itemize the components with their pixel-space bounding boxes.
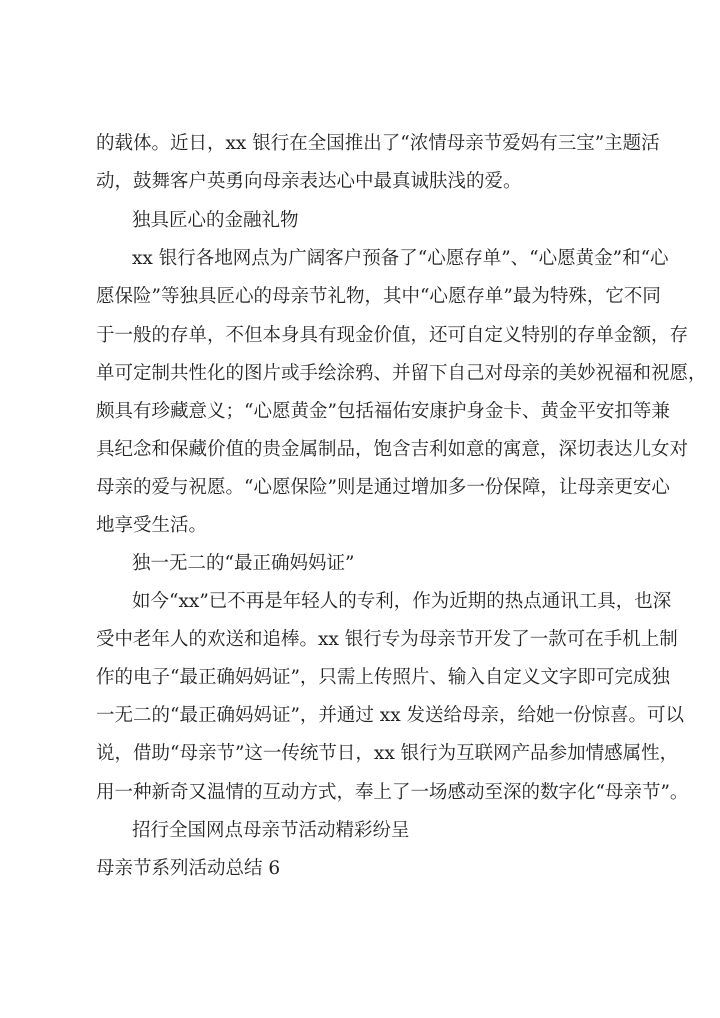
paragraph-line: 如今“xx”已不再是年轻人的专利，作为近期的热点通讯工具，也深 [132, 591, 672, 612]
paragraph-line: 动，鼓舞客户英勇向母亲表达心中最真诚肤浅的爱。 [96, 171, 522, 192]
section-heading: 独具匠心的金融礼物 [132, 210, 299, 231]
paragraph-line: xx 银行各地网点为广阔客户预备了“心愿存单”、“心愿黄金”和“心 [132, 248, 669, 269]
section-title: 母亲节系列活动总结 6 [96, 858, 281, 879]
paragraph-line: 的载体。近日，xx 银行在全国推出了“浓情母亲节爱妈有三宝”主题活 [96, 133, 660, 154]
paragraph-line: 单可定制共性化的图片或手绘涂鸦、并留下自己对母亲的美妙祝福和祝愿， [96, 363, 707, 384]
paragraph-line: 地享受生活。 [96, 515, 208, 536]
paragraph-line: 作的电子“最正确妈妈证”，只需上传照片、输入自定义文字即可完成独 [96, 667, 670, 688]
paragraph-line: 愿保险”等独具匠心的母亲节礼物，其中“心愿存单”最为特殊，它不同 [96, 286, 661, 307]
section-heading: 独一无二的“最正确妈妈证” [132, 553, 355, 574]
paragraph-line: 颇具有珍藏意义；“心愿黄金”包括福佑安康护身金卡、黄金平安扣等兼 [96, 401, 670, 422]
section-heading: 招行全国网点母亲节活动精彩纷呈 [132, 820, 410, 841]
paragraph-line: 一无二的“最正确妈妈证”，并通过 xx 发送给母亲，给她一份惊喜。可以 [96, 705, 685, 726]
paragraph-line: 具纪念和保藏价值的贵金属制品，饱含吉利如意的寓意，深切表达儿女对 [96, 439, 689, 460]
paragraph-line: 母亲的爱与祝愿。“心愿保险”则是通过增加多一份保障，让母亲更安心 [96, 477, 670, 498]
paragraph-line: 于一般的存单，不但本身具有现金价值，还可自定义特别的存单金额，存 [96, 325, 689, 346]
paragraph-line: 受中老年人的欢送和追棒。xx 银行专为母亲节开发了一款可在手机上制 [96, 629, 678, 650]
paragraph-line: 用一种新奇又温情的互动方式，奉上了一场感动至深的数字化“母亲节”。 [96, 782, 689, 803]
paragraph-line: 说，借助“母亲节”这一传统节日，xx 银行为互联网产品参加情感属性， [96, 743, 679, 764]
